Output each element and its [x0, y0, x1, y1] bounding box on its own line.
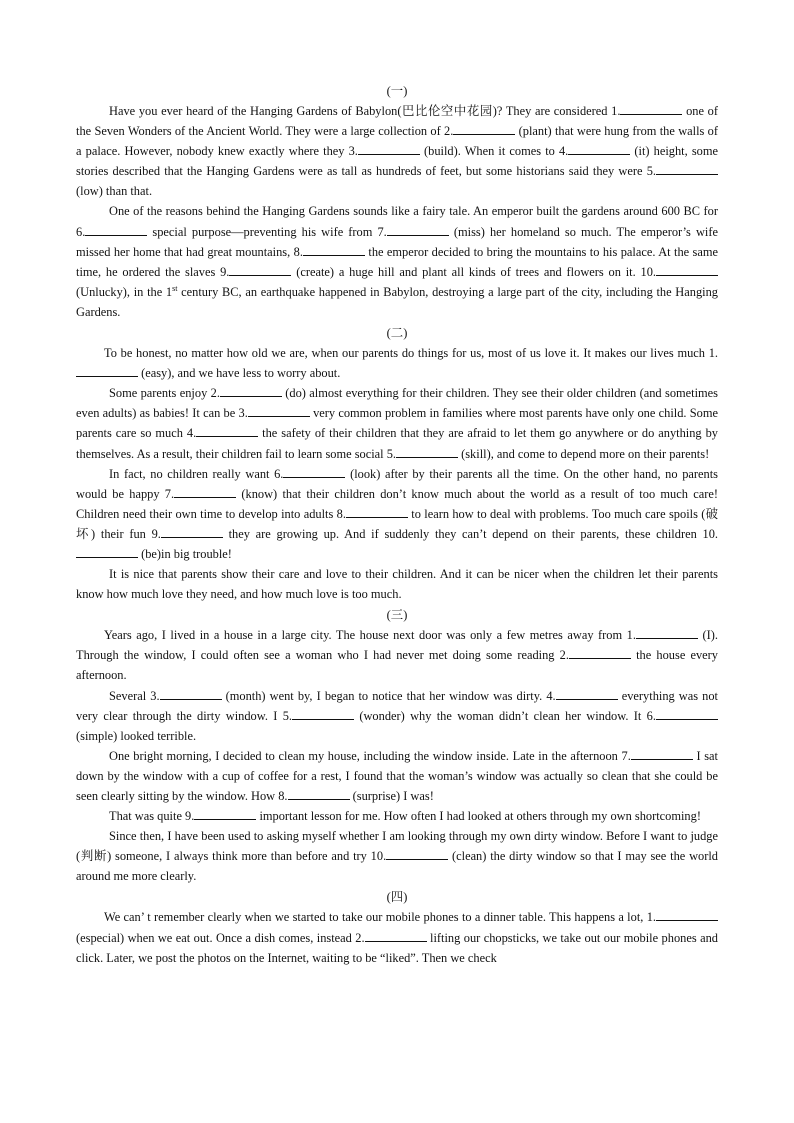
answer-blank[interactable] — [386, 847, 448, 860]
answer-blank[interactable] — [160, 687, 222, 700]
passage-text: (miss) her homeland so much. The emperor’s wife missed her home that had great mountains, 8. — [76, 224, 718, 259]
answer-blank[interactable] — [229, 263, 291, 276]
answer-blank[interactable] — [358, 142, 420, 155]
answer-blank[interactable] — [346, 505, 408, 518]
passage-text: (plant) that were hung from the walls of a palace. However, nobody knew exactly where they 3. — [76, 124, 718, 159]
answer-blank[interactable] — [568, 142, 630, 155]
answer-blank[interactable] — [292, 707, 354, 720]
passage-text: In fact, no children really want 6. — [109, 466, 284, 481]
paragraph — [76, 464, 718, 564]
passage-text: One bright morning, I decided to clean my house, including the window inside. Late in the afternoon 7. — [109, 748, 631, 763]
passage-text: I sat down by the window with a cup of coffee for a rest, I found that the woman’s window was actually so clean that she could be seen clearly sitting by the window. How 8. — [76, 748, 718, 803]
answer-blank[interactable] — [76, 545, 138, 558]
passage-text: lifting our chopsticks, we take out our mobile phones and click. Later, we post the photos on the Internet, waiting to be “liked”. Then we check — [76, 930, 718, 965]
passage-text: the emperor decided to bring the mountains to his palace. At the same time, he ordered the slaves 9. — [76, 244, 719, 279]
passage-text: (clean) the dirty window so that I may see the world around me more clearly. — [76, 849, 718, 884]
passage-text: (look) after by their parents all the time. On the other hand, no parents would be happy 7. — [76, 466, 718, 501]
paragraph — [76, 907, 718, 967]
answer-blank[interactable] — [396, 445, 458, 458]
paragraph — [76, 746, 718, 806]
passage-text: century BC, an earthquake happened in Babylon, destroying a large part of the city, including the Hanging Gardens. — [76, 284, 718, 319]
passage-text: (especial) when we eat out. Once a dish comes, instead 2. — [76, 930, 365, 945]
paragraph — [76, 686, 718, 746]
superscript-text: st — [172, 283, 178, 293]
passage-text: (build). When it comes to 4. — [419, 144, 569, 159]
section-heading: (三) — [386, 608, 408, 623]
answer-blank[interactable] — [636, 626, 698, 639]
paragraph — [76, 806, 718, 826]
passage-text: one of the Seven Wonders of the Ancient World. They were a large collection of 2. — [76, 104, 718, 139]
paragraph — [76, 343, 718, 383]
passage-text: (be)in big trouble! — [138, 546, 232, 561]
answer-blank[interactable] — [631, 747, 693, 760]
passage-text: (create) a huge hill and plant all kinds of trees and flowers on it. 10. — [291, 264, 657, 279]
passage-text: to learn how to deal with problems. Too much care spoils (破坏) their fun 9. — [76, 506, 718, 541]
paragraph — [76, 383, 718, 463]
passage-text: It is nice that parents show their care and love to their children. And it can be nicer when the children let their parents know how much love they need, and how much love is too much. — [76, 567, 718, 602]
paragraph — [76, 826, 718, 886]
passage-text: the safety of their children that they are afraid to let them go anywhere or do anything by themselves. As a result, their children fail to learn some social 5. — [76, 426, 718, 461]
section-heading: (四) — [386, 890, 408, 905]
paragraph — [76, 201, 718, 322]
passage-text: That was quite 9. — [109, 809, 195, 824]
section-heading: (一) — [386, 84, 408, 98]
paragraph — [76, 564, 718, 604]
answer-blank[interactable] — [365, 929, 427, 942]
passage-text: (know) that their children don’t know much about the world as a result of too much care! Children need their own time to develop into adults 8. — [76, 486, 718, 521]
passage-text: Years ago, I lived in a house in a large city. The house next door was only a few metres away from 1. — [104, 628, 636, 643]
worksheet — [76, 80, 718, 968]
answer-blank[interactable] — [220, 384, 282, 397]
answer-blank[interactable] — [453, 122, 515, 135]
answer-blank[interactable] — [656, 908, 718, 921]
passage-text: (Unlucky), in the 1 — [76, 284, 173, 299]
answer-blank[interactable] — [76, 364, 138, 377]
section-heading: (二) — [386, 326, 408, 341]
passage-text: Have you ever heard of the Hanging Gardens of Babylon(巴比伦空中花园)? They are considered 1. — [109, 104, 621, 118]
paragraph — [76, 101, 718, 201]
answer-blank[interactable] — [656, 162, 718, 175]
answer-blank[interactable] — [656, 707, 718, 720]
answer-blank[interactable] — [288, 787, 350, 800]
answer-blank[interactable] — [85, 223, 147, 236]
passage-text: (skill), and come to depend more on their parents! — [458, 446, 710, 461]
answer-blank[interactable] — [556, 687, 618, 700]
answer-blank[interactable] — [303, 243, 365, 256]
answer-blank[interactable] — [283, 465, 345, 478]
passage-text: (do) almost everything for their children. They see their older children (and sometimes even adults) as babies! It can be 3. — [76, 386, 718, 421]
answer-blank[interactable] — [174, 485, 236, 498]
answer-blank[interactable] — [620, 102, 682, 115]
passage-text: everything was not very clear through the dirty window. I 5. — [76, 688, 719, 723]
passage-text: very common problem in families where most parents have only one child. Some parents care so much 4. — [76, 406, 718, 441]
passage-text: Several 3. — [109, 688, 160, 703]
passage-text: (easy), and we have less to worry about. — [138, 366, 341, 381]
passage-text: (wonder) why the woman didn’t clean her window. It 6. — [354, 708, 656, 723]
passage-text: Some parents enjoy 2. — [109, 386, 220, 401]
passage-text: (month) went by, I began to notice that her window was dirty. 4. — [221, 688, 556, 703]
passage-text: they are growing up. And if suddenly they can’t depend on their parents, these children 10. — [222, 526, 718, 541]
passage-text: important lesson for me. How often I had looked at others through my own shortcoming! — [256, 809, 701, 824]
passage-text: Since then, I have been used to asking myself whether I am looking through my own dirty window. Before I want to judge (判断) someone, I always think more than before and try 10. — [76, 829, 718, 864]
answer-blank[interactable] — [194, 807, 256, 820]
passage-text: (I). Through the window, I could often see a woman who I had never met doing some reading 2. — [76, 628, 719, 663]
passage-text: (simple) looked terrible. — [76, 728, 197, 743]
answer-blank[interactable] — [387, 223, 449, 236]
passage-text: (it) height, some stories described that the Hanging Gardens were as tall as hundreds of feet, but some historians said they were 5. — [76, 144, 718, 179]
passage-text: We can’ t remember clearly when we started to take our mobile phones to a dinner table. This happens a lot, 1. — [104, 910, 656, 925]
paragraph — [76, 625, 718, 685]
passage-text: the house every afternoon. — [76, 648, 718, 683]
answer-blank[interactable] — [196, 424, 258, 437]
passage-text: special purpose—preventing his wife from 7. — [147, 224, 387, 239]
answer-blank[interactable] — [248, 404, 310, 417]
answer-blank[interactable] — [161, 525, 223, 538]
passage-text: One of the reasons behind the Hanging Gardens sounds like a fairy tale. An emperor built the gardens around 600 BC for 6. — [76, 204, 718, 239]
answer-blank[interactable] — [656, 263, 718, 276]
passage-text: To be honest, no matter how old we are, when our parents do things for us, most of us love it. It makes our lives much 1. — [104, 346, 718, 361]
passage-text: (low) than that. — [76, 184, 153, 199]
passage-text: (surprise) I was! — [349, 789, 434, 803]
answer-blank[interactable] — [569, 646, 631, 659]
